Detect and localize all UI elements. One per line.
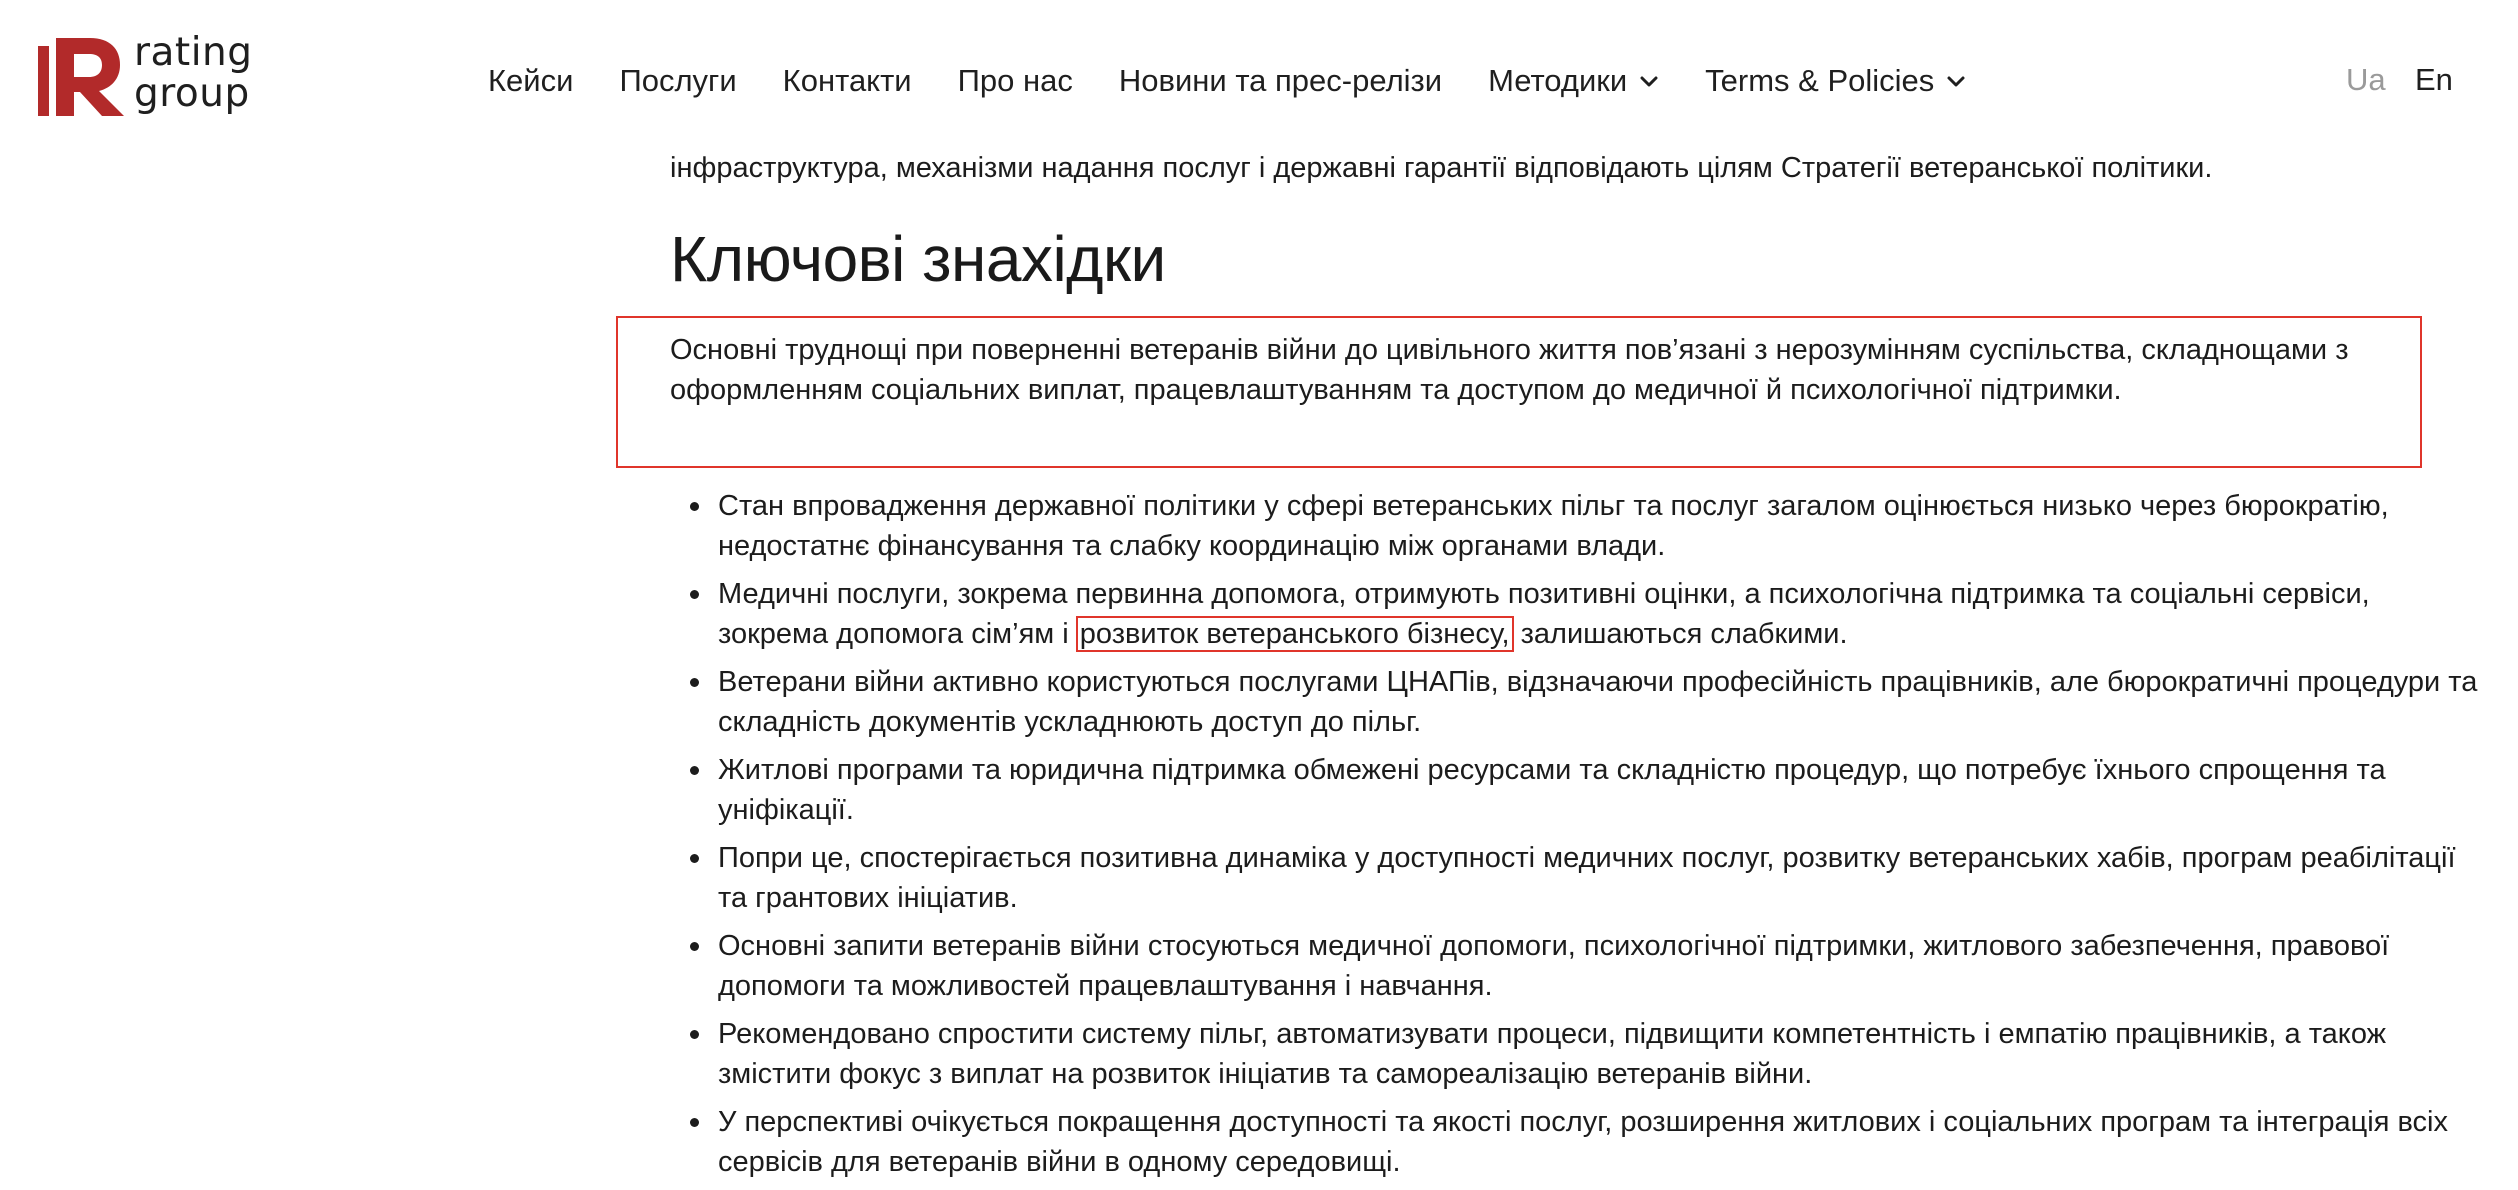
list-item-text-before: Медичні послуги, зокрема первинна допомога, отримують позитивні оцінки, а психологічна підтримка та соціальні сервіси, зокрема допомога сім’ям і	[718, 578, 2370, 650]
inline-highlight: розвиток ветеранського бізнесу,	[1076, 616, 1514, 652]
nav-item-about[interactable]: Про нас	[957, 63, 1073, 98]
chevron-down-icon	[1946, 74, 1966, 88]
logo-r-mark-icon	[38, 38, 126, 118]
list-item: Основні запити ветеранів війни стосуються медичної допомоги, психологічної підтримки, житлового забезпечення, правової допомоги та можливостей працевлаштування і навчання.	[670, 926, 2480, 1006]
rating-group-logo[interactable]	[38, 30, 278, 126]
nav-item-contacts[interactable]: Контакти	[782, 63, 912, 98]
list-item: Попри це, спостерігається позитивна динаміка у доступності медичних послуг, розвитку ветеранських хабів, програм реабілітації та грантових ініціатив.	[670, 838, 2480, 918]
site-header	[0, 0, 2518, 150]
lang-switch-en[interactable]: En	[2415, 62, 2453, 97]
list-item: Житлові програми та юридична підтримка обмежені ресурсами та складністю процедур, що потребує їхнього спрощення та уніфікації.	[670, 750, 2480, 830]
chevron-down-icon	[1639, 74, 1659, 88]
key-finding-text: Основні труднощі при поверненні ветеранів війни до цивільного життя пов’язані з нерозумінням суспільства, складнощами з оформленням соціальних виплат, працевлаштуванням та доступом до медичної й психологічної підтримки.	[670, 334, 2349, 406]
logo-line-2: group	[134, 71, 250, 116]
lang-switch-ua[interactable]: Ua	[2346, 62, 2386, 97]
nav-item-news[interactable]: Новини та прес-релізи	[1118, 63, 1443, 98]
nav-item-terms-policies[interactable]	[1705, 63, 1966, 99]
nav-item-methodologies[interactable]	[1488, 63, 1659, 99]
nav-item-methodologies-label: Методики	[1488, 63, 1628, 98]
list-item: Ветерани війни активно користуються послугами ЦНАПів, відзначаючи професійність працівників, але бюрократичні процедури та складність документів ускладнюють доступ до пільг.	[670, 662, 2480, 742]
logo-line-1: rating	[134, 30, 253, 75]
article-paragraph-fragment: інфраструктура, механізми надання послуг і державні гарантії відповідають цілям Стратегії ветеранської політики.	[670, 152, 2213, 184]
list-item	[670, 574, 2480, 654]
logo-wordmark	[134, 32, 253, 114]
nav-item-terms-label: Terms & Policies	[1705, 63, 1935, 98]
main-nav	[488, 56, 2012, 106]
findings-list	[670, 486, 2480, 1190]
list-item: Рекомендовано спростити систему пільг, автоматизувати процеси, підвищити компетентність і емпатію працівників, а також змістити фокус з виплат на розвиток ініціатив та самореалізацію ветеранів війни.	[670, 1014, 2480, 1094]
list-item: Стан впровадження державної політики у сфері ветеранських пільг та послуг загалом оцінюється низько через бюрократію, недостатнє фінансування та слабку координацію між органами влади.	[670, 486, 2480, 566]
list-item: У перспективі очікується покращення доступності та якості послуг, розширення житлових і соціальних програм та інтеграція всіх сервісів для ветеранів війни в одному середовищі.	[670, 1102, 2480, 1182]
section-title: Ключові знахідки	[670, 223, 1166, 295]
nav-item-services[interactable]: Послуги	[619, 63, 737, 98]
list-item-text-after: залишаються слабкими.	[1512, 618, 1848, 650]
nav-item-cases[interactable]: Кейси	[488, 63, 574, 98]
